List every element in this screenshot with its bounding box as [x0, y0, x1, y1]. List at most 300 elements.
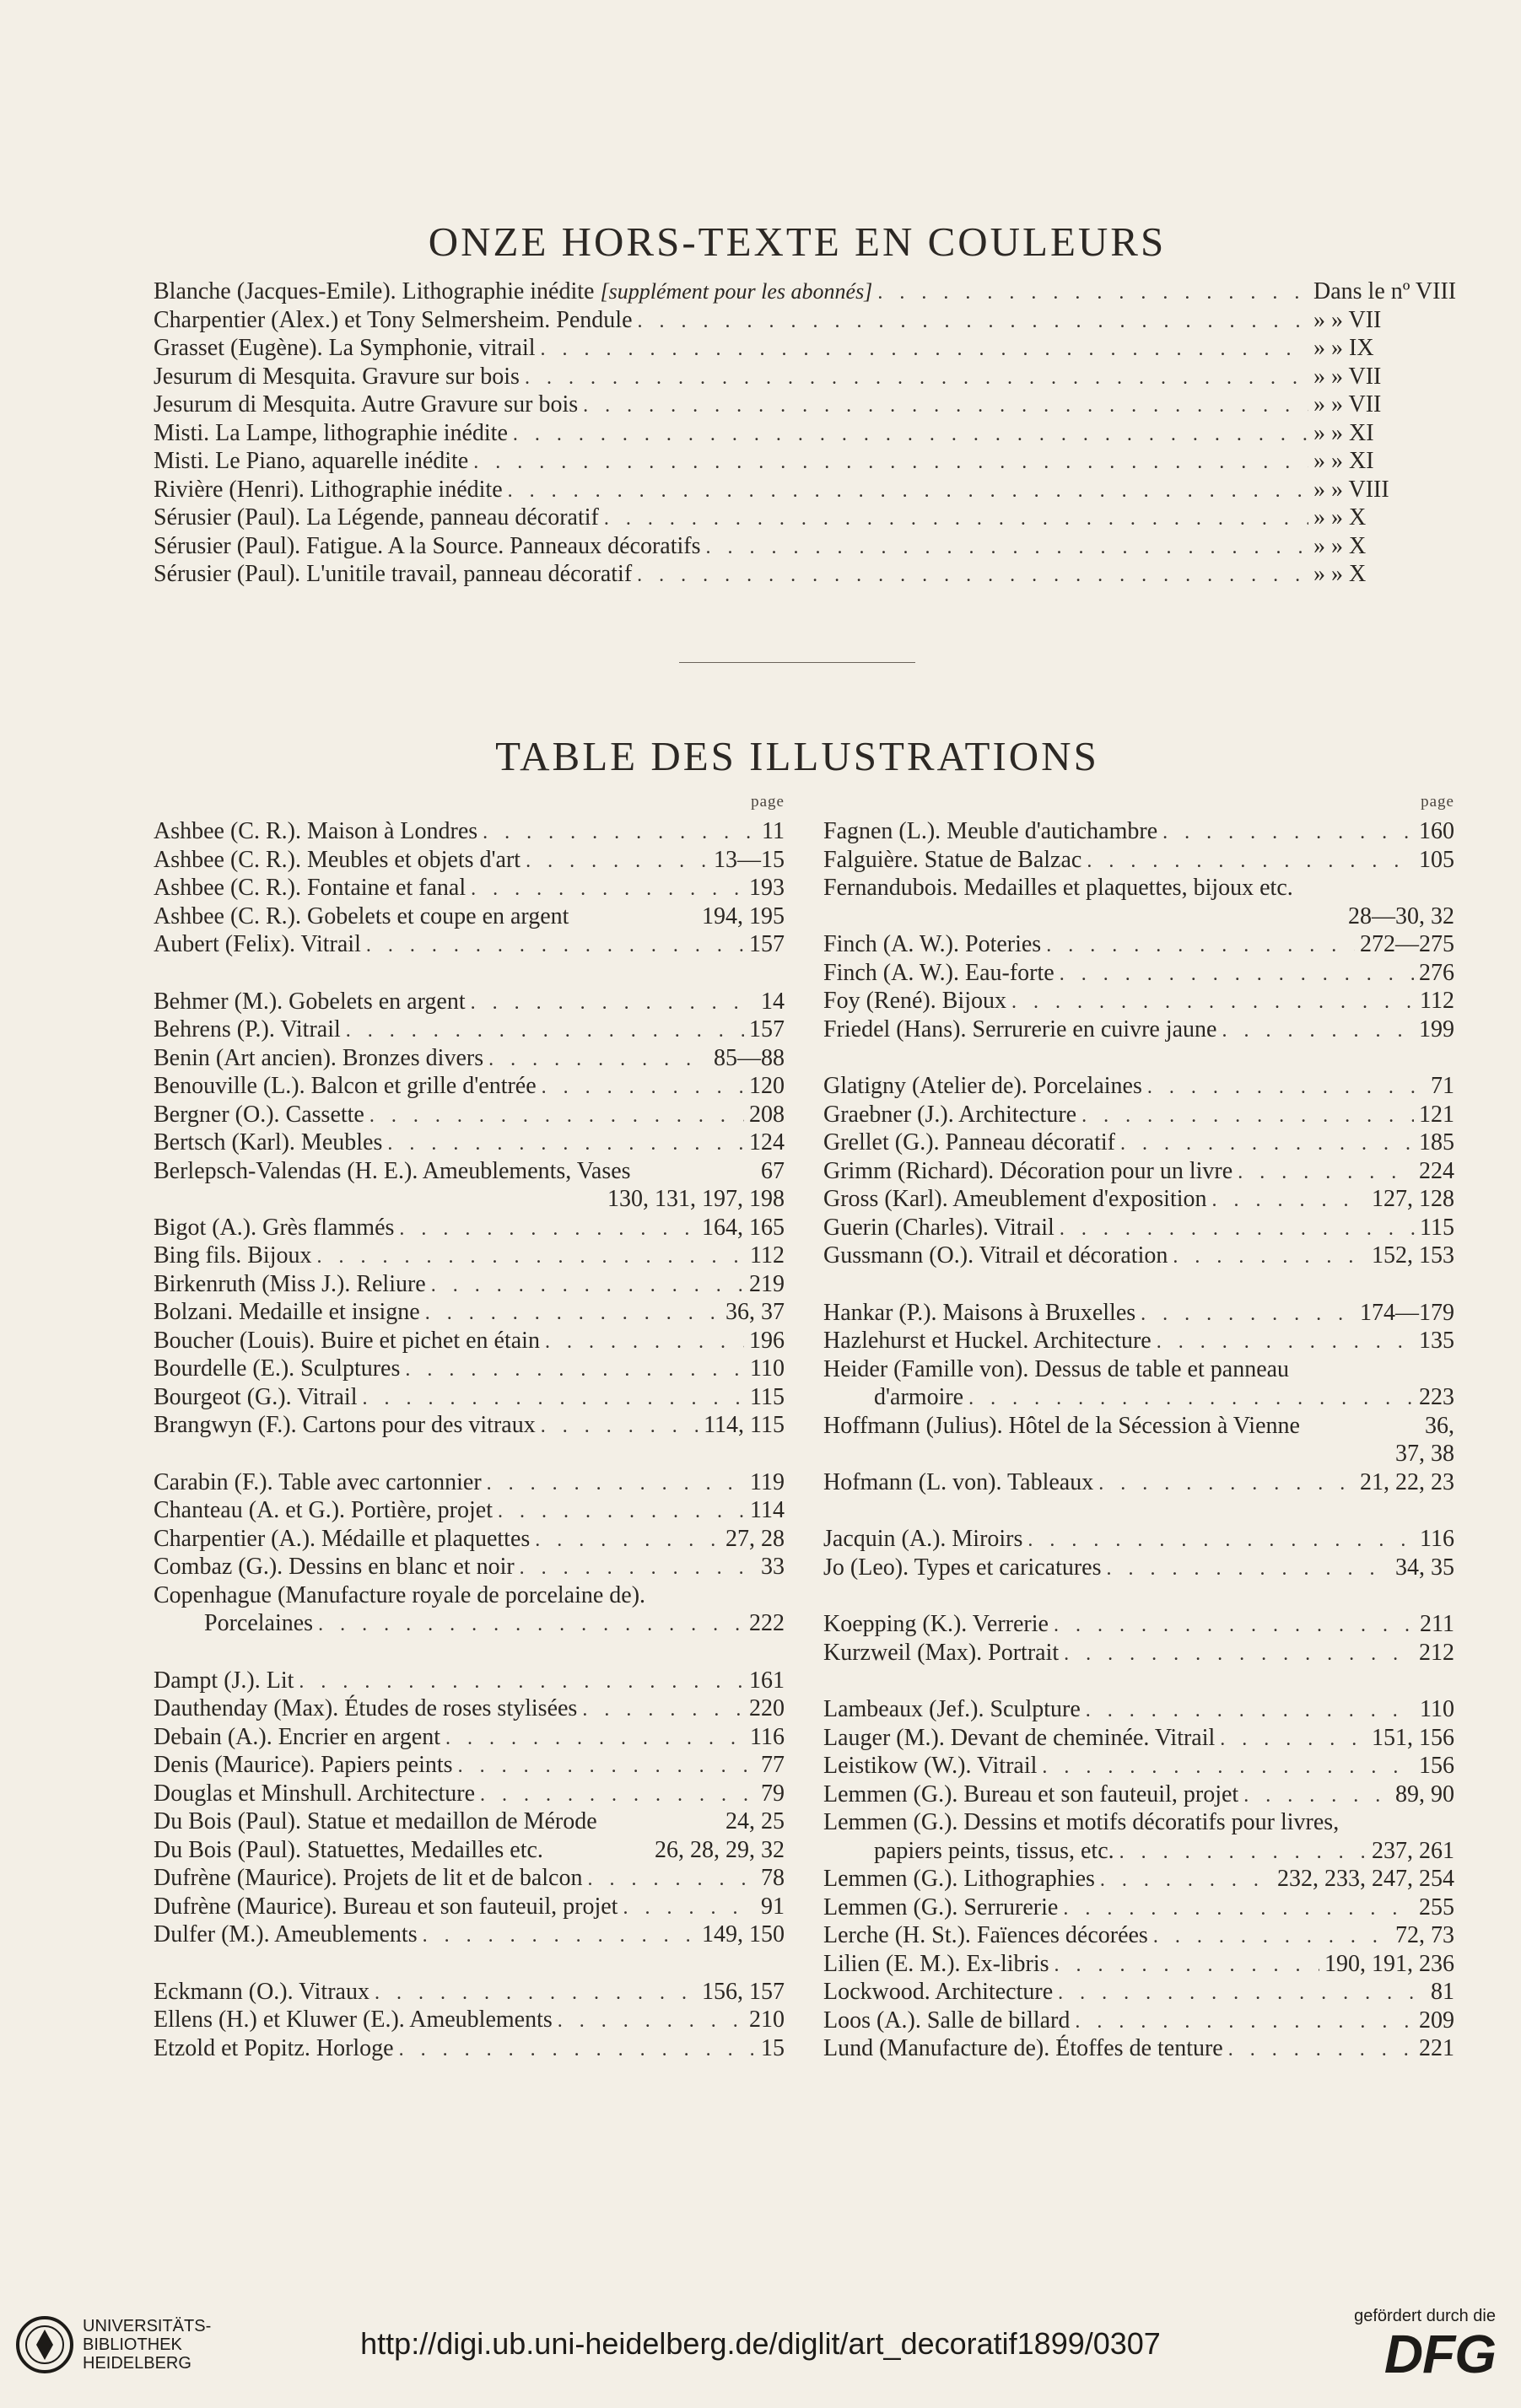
- leader-dots: [582, 1699, 744, 1721]
- plate-description: Blanche (Jacques-Emile). Lithographie inédite [supplément pour les abonnés]: [154, 278, 873, 304]
- entry-page-number: 116: [750, 1723, 785, 1750]
- index-entry: [154, 1894, 785, 1922]
- index-entry: [154, 1865, 785, 1894]
- leader-dots: [1058, 1982, 1426, 2005]
- leader-dots: [1011, 991, 1415, 1014]
- leader-dots: [483, 822, 757, 844]
- index-entry: [823, 1016, 1454, 1045]
- index-entry-line: Lemmen (G.). Dessins et motifs décoratifs pour livres,: [823, 1809, 1340, 1835]
- entry-page-number: 156: [1419, 1753, 1454, 1779]
- index-entry: [823, 1725, 1454, 1753]
- entry-page-number: 208: [749, 1101, 785, 1128]
- entry-name: Douglas et Minshull. Architecture: [154, 1780, 476, 1807]
- entry-page-number: 33: [761, 1554, 785, 1580]
- entry-name: Benin (Art ancien). Bronzes divers: [154, 1044, 484, 1071]
- library-name-line: BIBLIOTHEK: [83, 2335, 182, 2354]
- entry-name: Lambeaux (Jef.). Sculpture: [823, 1696, 1081, 1722]
- leader-dots: [1054, 1614, 1415, 1637]
- plate-entry: [154, 420, 1457, 449]
- index-entry: [154, 1526, 785, 1554]
- index-entry: [823, 931, 1454, 960]
- entry-name: Guerin (Charles). Vitrail: [823, 1214, 1054, 1241]
- entry-page-number: 151, 156: [1372, 1724, 1454, 1751]
- entry-page-number: 237, 261: [1372, 1837, 1454, 1864]
- leader-dots: [1060, 1218, 1415, 1241]
- entry-page-number: 164, 165: [702, 1214, 785, 1241]
- leader-dots: [399, 1218, 697, 1241]
- index-entry: [154, 1158, 785, 1187]
- entry-name: Lerche (H. St.). Faïences décorées: [823, 1922, 1148, 1948]
- index-entry: [154, 1554, 785, 1582]
- leader-dots: [1153, 1926, 1390, 1948]
- entry-page-number: 67: [761, 1157, 785, 1184]
- index-entry: [823, 1640, 1454, 1668]
- entry-name: Charpentier (A.). Médaille et plaquettes: [154, 1525, 531, 1552]
- index-entry: [154, 1497, 785, 1526]
- leader-dots: [445, 1727, 745, 1750]
- leader-dots: [637, 564, 1308, 587]
- index-entry: [154, 1384, 785, 1413]
- leader-dots: [558, 2010, 744, 2033]
- entry-name: Aubert (Felix). Vitrail: [154, 931, 361, 957]
- index-entry: [154, 2007, 785, 2035]
- entry-page-number: 209: [1419, 2007, 1454, 2034]
- entry-name: Dufrène (Maurice). Projets de lit et de balcon: [154, 1865, 583, 1891]
- entry-page-number: 120: [749, 1073, 785, 1099]
- leader-dots: [369, 1105, 744, 1128]
- index-entry: [823, 1838, 1454, 1867]
- leader-dots: [1222, 1020, 1414, 1042]
- entry-page-number: 276: [1419, 959, 1454, 986]
- source-url-link[interactable]: http://digi.ub.uni-heidelberg.de/diglit/art_decoratif1899/0307: [360, 2326, 1161, 2361]
- leader-dots: [1046, 935, 1355, 957]
- leader-dots: [706, 536, 1309, 559]
- index-entry: [154, 1073, 785, 1102]
- index-entry: [823, 1611, 1454, 1640]
- leader-dots: [638, 310, 1309, 333]
- entry-name: Bertsch (Karl). Meubles: [154, 1129, 383, 1156]
- plate-description: Misti. Le Piano, aquarelle inédite: [154, 448, 469, 474]
- leader-dots: [1212, 1189, 1367, 1212]
- leader-dots: [1173, 1246, 1367, 1269]
- index-entry: [154, 1328, 785, 1356]
- index-entry: [154, 1979, 785, 2007]
- index-entry: [823, 1102, 1454, 1130]
- leader-dots: [487, 1473, 745, 1495]
- entry-page-number: 85—88: [714, 1044, 785, 1071]
- index-entry: [823, 1186, 1454, 1215]
- leader-dots: [375, 1982, 697, 2005]
- index-entry: [823, 1413, 1454, 1441]
- index-entry: [154, 1102, 785, 1130]
- leader-dots: [366, 935, 744, 957]
- entry-page-number: 110: [750, 1355, 785, 1382]
- entry-page-number: 224: [1419, 1157, 1454, 1184]
- leader-dots: [423, 1925, 697, 1947]
- plate-issue-ref: Dans le nº VIII: [1313, 278, 1457, 304]
- index-entry: [823, 1300, 1454, 1328]
- entry-page-number: 72, 73: [1395, 1922, 1454, 1948]
- index-entry: [154, 1016, 785, 1045]
- plate-issue-ref: » » VII: [1313, 363, 1382, 390]
- entry-name: Graebner (J.). Architecture: [823, 1101, 1077, 1128]
- plate-entry: [154, 307, 1457, 336]
- entry-name: Etzold et Popitz. Horloge: [154, 2034, 394, 2061]
- entry-page-number: 21, 22, 23: [1360, 1468, 1454, 1495]
- leader-dots: [1238, 1161, 1414, 1184]
- entry-page-number: 193: [749, 875, 785, 901]
- index-entry: [823, 1129, 1454, 1158]
- entry-page-number: 89, 90: [1395, 1780, 1454, 1807]
- entry-page-number: 114, 115: [704, 1412, 785, 1438]
- index-entry: [154, 903, 785, 932]
- index-entry: [154, 1412, 785, 1441]
- leader-dots: [318, 1613, 744, 1636]
- index-entry: [154, 1752, 785, 1780]
- plate-description: Charpentier (Alex.) et Tony Selmersheim. Pendule: [154, 306, 633, 333]
- index-entry: [823, 1328, 1454, 1356]
- leader-dots: [508, 480, 1308, 503]
- entry-page-number: 156, 157: [702, 1978, 785, 2005]
- leader-dots: [1081, 1105, 1414, 1128]
- entry-name: Grimm (Richard). Décoration pour un livre: [823, 1157, 1233, 1184]
- entry-page-number: 110: [1420, 1696, 1454, 1722]
- entry-page-number: 36, 37: [725, 1299, 785, 1325]
- leader-dots: [1120, 1133, 1414, 1156]
- letter-group-gap: [154, 1441, 785, 1469]
- leader-dots: [877, 282, 1308, 304]
- funding-label: gefördert durch die: [1354, 2307, 1496, 2325]
- plate-description: Sérusier (Paul). Fatigue. A la Source. Panneaux décoratifs: [154, 532, 701, 559]
- entry-page-number: 196: [749, 1327, 785, 1354]
- entry-name: Finch (A. W.). Poteries: [823, 931, 1042, 957]
- leader-dots: [425, 1302, 720, 1325]
- index-entry: [823, 1951, 1454, 1980]
- leader-dots: [1086, 1700, 1415, 1722]
- entry-name: Dulfer (M.). Ameublements: [154, 1921, 418, 1947]
- plate-issue-ref: » » XI: [1313, 419, 1374, 446]
- index-entry: [154, 1355, 785, 1384]
- leader-dots: [1243, 1785, 1390, 1807]
- index-entry: [154, 1045, 785, 1074]
- leader-dots: [405, 1359, 745, 1382]
- entry-name: papiers peints, tissus, etc.: [874, 1837, 1114, 1864]
- plate-note: [supplément pour les abonnés]: [600, 279, 873, 304]
- entry-name: Ashbee (C. R.). Maison à Londres: [154, 818, 478, 844]
- entry-page-number: 255: [1419, 1894, 1454, 1920]
- index-entry: [154, 1667, 785, 1696]
- illustrations-column-left: [154, 793, 785, 2063]
- entry-page-number: 232, 233, 247, 254: [1277, 1866, 1454, 1892]
- index-entry: [154, 818, 785, 847]
- plate-issue-ref: » » VII: [1313, 306, 1382, 333]
- leader-dots: [1220, 1728, 1367, 1751]
- index-entry: [823, 1894, 1454, 1923]
- entry-name: Foy (René). Bijoux: [823, 988, 1006, 1014]
- leader-dots: [431, 1274, 744, 1297]
- entry-name: Friedel (Hans). Serrurerie en cuivre jaune: [823, 1015, 1217, 1042]
- letter-group-gap: [154, 960, 785, 989]
- leader-dots: [1063, 1898, 1414, 1920]
- plates-section-title: ONZE HORS-TEXTE EN COULEURS: [428, 218, 1167, 265]
- entry-page-number: 221: [1419, 2035, 1454, 2061]
- entry-name: Kurzweil (Max). Portrait: [823, 1639, 1060, 1666]
- entry-name: Behrens (P.). Vitrail: [154, 1016, 341, 1042]
- leader-dots: [1162, 822, 1414, 844]
- entry-page-number: 79: [761, 1780, 785, 1807]
- plate-issue-ref: » » XI: [1313, 448, 1374, 474]
- section-divider: [679, 662, 915, 663]
- index-entry: [823, 1384, 1454, 1413]
- entry-name: Grellet (G.). Panneau décoratif: [823, 1129, 1115, 1156]
- leader-dots: [525, 367, 1308, 390]
- entry-page-number: 223: [1419, 1384, 1454, 1410]
- index-entry: [823, 1554, 1454, 1583]
- entry-name: Birkenruth (Miss J.). Reliure: [154, 1270, 426, 1297]
- index-entry: [823, 1753, 1454, 1781]
- leader-dots: [471, 992, 756, 1015]
- entry-name: Hoffmann (Julius). Hôtel de la Sécession à Vienne: [823, 1412, 1300, 1439]
- plate-issue-ref: » » X: [1313, 504, 1367, 531]
- leader-dots: [541, 1415, 698, 1438]
- leader-dots: [1027, 1529, 1415, 1552]
- index-entry: [154, 1242, 785, 1271]
- plate-description: Jesurum di Mesquita. Gravure sur bois: [154, 363, 520, 390]
- leader-dots: [1107, 1558, 1391, 1581]
- entry-page-number: 112: [750, 1242, 785, 1269]
- entry-page-number: 112: [1420, 988, 1454, 1014]
- index-entry: [154, 1921, 785, 1950]
- leader-dots: [1075, 2011, 1414, 2034]
- plate-description: Grasset (Eugène). La Symphonie, vitrail: [154, 335, 536, 361]
- plate-entry: [154, 278, 1457, 307]
- entry-page-number: 27, 28: [725, 1525, 785, 1552]
- entry-name: Lund (Manufacture de). Étoffes de tenture: [823, 2035, 1223, 2061]
- leader-dots: [583, 395, 1308, 417]
- entry-page-number: 77: [761, 1752, 785, 1778]
- index-entry: [823, 1469, 1454, 1498]
- plate-entry: [154, 391, 1457, 420]
- entry-page-number: 11: [762, 818, 785, 844]
- index-entry-line: Copenhague (Manufacture royale de porcelaine de).: [154, 1581, 646, 1608]
- index-entry: [823, 1922, 1454, 1951]
- entry-page-number: 124: [749, 1129, 785, 1156]
- entry-name: Porcelaines: [204, 1610, 314, 1636]
- entry-name: Eckmann (O.). Vitraux: [154, 1978, 369, 2005]
- entry-page-number: 121: [1419, 1101, 1454, 1128]
- leader-dots: [1054, 1954, 1319, 1977]
- entry-name: d'armoire: [874, 1384, 964, 1410]
- leader-dots: [1064, 1643, 1414, 1666]
- plate-description: Sérusier (Paul). L'unitile travail, panneau décoratif: [154, 561, 633, 587]
- index-entry: [154, 989, 785, 1017]
- entry-page-number: 15: [761, 2034, 785, 2061]
- entry-name: Lemmen (G.). Bureau et son fauteuil, projet: [823, 1780, 1239, 1807]
- entry-name: Ashbee (C. R.). Fontaine et fanal: [154, 875, 467, 901]
- entry-page-number: 115: [750, 1383, 785, 1410]
- leader-dots: [1100, 1869, 1272, 1892]
- index-entry: [823, 1781, 1454, 1810]
- leader-dots: [316, 1246, 745, 1269]
- entry-page-number: 185: [1419, 1129, 1454, 1156]
- entry-name: Behmer (M.). Gobelets en argent: [154, 988, 466, 1015]
- index-entry: [154, 1780, 785, 1809]
- index-entry: [154, 1129, 785, 1158]
- entry-name: Lockwood. Architecture: [823, 1979, 1054, 2005]
- plate-issue-ref: » » X: [1313, 532, 1367, 559]
- index-entry-line: 37, 38: [1395, 1441, 1454, 1467]
- plate-description: Jesurum di Mesquita. Autre Gravure sur bois: [154, 391, 579, 417]
- plate-entry: [154, 504, 1457, 533]
- entry-name: Chanteau (A. et G.). Portière, projet: [154, 1497, 493, 1523]
- entry-name: Bourgeot (G.). Vitrail: [154, 1383, 358, 1410]
- entry-page-number: 210: [749, 2007, 785, 2033]
- dfg-funding-logo: [1354, 2307, 1496, 2382]
- entry-name: Loos (A.). Salle de billard: [823, 2007, 1071, 2034]
- entry-name: Berlepsch-Valendas (H. E.). Ameublements, Vases: [154, 1157, 631, 1184]
- entry-name: Du Bois (Paul). Statuettes, Medailles etc.: [154, 1836, 543, 1863]
- entry-name: Lemmen (G.). Serrurerie: [823, 1894, 1059, 1920]
- entry-page-number: 149, 150: [702, 1921, 785, 1947]
- entry-page-number: 114: [750, 1497, 785, 1523]
- leader-dots: [542, 1076, 744, 1099]
- leader-dots: [458, 1755, 756, 1778]
- leader-dots: [346, 1020, 744, 1042]
- entry-name: Combaz (G.). Dessins en blanc et noir: [154, 1554, 515, 1580]
- plate-entry: [154, 448, 1457, 477]
- entry-name: Falguière. Statue de Balzac: [823, 846, 1082, 873]
- index-entry: [823, 1979, 1454, 2007]
- letter-group-gap: [823, 1044, 1454, 1073]
- entry-page-number: 161: [749, 1667, 785, 1694]
- entry-page-number: 34, 35: [1395, 1554, 1454, 1581]
- entry-name: Debain (A.). Encrier en argent: [154, 1723, 440, 1750]
- plate-issue-ref: » » VII: [1313, 391, 1382, 417]
- entry-name: Ellens (H.) et Kluwer (E.). Ameublements: [154, 2007, 553, 2033]
- leader-dots: [1042, 1756, 1414, 1779]
- entry-name: Ashbee (C. R.). Meubles et objets d'art: [154, 846, 521, 873]
- plate-description: Misti. La Lampe, lithographie inédite: [154, 419, 508, 446]
- plate-issue-ref: » » X: [1313, 561, 1367, 587]
- entry-name: Glatigny (Atelier de). Porcelaines: [823, 1073, 1142, 1099]
- letter-group-gap: [823, 1582, 1454, 1611]
- index-entry: [823, 988, 1454, 1016]
- leader-dots: [1141, 1303, 1355, 1326]
- index-entry: [154, 1469, 785, 1498]
- entry-name: Ashbee (C. R.). Gobelets et coupe en argent: [154, 902, 569, 929]
- entry-page-number: 36,: [1425, 1412, 1454, 1439]
- illustrations-column-right: [823, 793, 1454, 2064]
- entry-name: Bigot (A.). Grès flammés: [154, 1214, 395, 1241]
- entry-page-number: 26, 28, 29, 32: [655, 1836, 785, 1863]
- index-entry: [823, 1866, 1454, 1894]
- entry-name: Jacquin (A.). Miroirs: [823, 1526, 1023, 1552]
- entry-name: Brangwyn (F.). Cartons pour des vitraux: [154, 1412, 536, 1438]
- dfg-logo-text: DFG: [1383, 2324, 1496, 2384]
- index-entry: [154, 1610, 785, 1639]
- letter-group-gap: [823, 1667, 1454, 1696]
- entry-page-number: 194, 195: [702, 902, 785, 929]
- page-column-label: page: [751, 793, 785, 811]
- entry-page-number: 119: [750, 1468, 785, 1495]
- plate-entry: [154, 364, 1457, 392]
- plate-description: Rivière (Henri). Lithographie inédite: [154, 476, 503, 503]
- entry-page-number: 13—15: [714, 846, 785, 873]
- letter-group-gap: [823, 1271, 1454, 1300]
- index-entry: [154, 931, 785, 960]
- leader-dots: [520, 1557, 756, 1580]
- entry-page-number: 222: [749, 1610, 785, 1636]
- letter-group-gap: [154, 1639, 785, 1667]
- index-entry: [154, 2035, 785, 2064]
- entry-page-number: 272—275: [1360, 931, 1454, 957]
- library-name-line: HEIDELBERG: [83, 2354, 191, 2373]
- leader-dots: [387, 1133, 744, 1156]
- leader-dots: [399, 2039, 756, 2061]
- entry-name: Carabin (F.). Table avec cartonnier: [154, 1468, 482, 1495]
- entry-page-number: 190, 191, 236: [1324, 1950, 1454, 1977]
- index-entry: [154, 847, 785, 875]
- entry-name: Du Bois (Paul). Statue et medaillon de Mérode: [154, 1808, 597, 1834]
- entry-name: Dauthenday (Max). Études de roses stylisées: [154, 1695, 578, 1721]
- index-entry: [823, 1073, 1454, 1102]
- entry-page-number: 115: [1420, 1214, 1454, 1241]
- leader-dots: [1087, 850, 1414, 873]
- plate-entry: [154, 335, 1457, 364]
- entry-page-number: 116: [1420, 1526, 1454, 1552]
- entry-page-number: 157: [749, 931, 785, 957]
- entry-name: Leistikow (W.). Vitrail: [823, 1753, 1038, 1779]
- letter-group-gap: [823, 1497, 1454, 1526]
- entry-name: Lauger (M.). Devant de cheminée. Vitrail: [823, 1724, 1216, 1751]
- entry-name: Dampt (J.). Lit: [154, 1667, 294, 1694]
- entry-name: Denis (Maurice). Papiers peints: [154, 1752, 453, 1778]
- entry-name: Bing fils. Bijoux: [154, 1242, 312, 1269]
- leader-dots: [604, 508, 1308, 531]
- plate-entry: [154, 477, 1457, 505]
- index-entry: [823, 1215, 1454, 1243]
- plate-description: Sérusier (Paul). La Légende, panneau décoratif: [154, 504, 599, 531]
- entry-name: Hankar (P.). Maisons à Bruxelles: [823, 1299, 1136, 1326]
- entry-page-number: 24, 25: [725, 1808, 785, 1834]
- index-entry: [154, 1837, 785, 1866]
- index-entry-line: Heider (Famille von). Dessus de table et panneau: [823, 1355, 1290, 1382]
- entry-page-number: 14: [761, 988, 785, 1015]
- entry-page-number: 174—179: [1360, 1299, 1454, 1326]
- entry-name: Lemmen (G.). Lithographies: [823, 1866, 1095, 1892]
- leader-dots: [471, 878, 744, 901]
- plates-list: [154, 278, 1457, 590]
- entry-page-number: 211: [1420, 1611, 1454, 1637]
- index-entry: [823, 2035, 1454, 2064]
- leader-dots: [1060, 963, 1414, 986]
- entry-page-number: 212: [1419, 1639, 1454, 1666]
- plate-issue-ref: » » VIII: [1313, 476, 1389, 503]
- leader-dots: [1119, 1841, 1367, 1864]
- index-entry-line: 28—30, 32: [1348, 902, 1454, 929]
- index-entry: [823, 818, 1454, 847]
- plate-issue-ref: » » IX: [1313, 335, 1374, 361]
- index-entry: [823, 1158, 1454, 1187]
- entry-name: Bergner (O.). Cassette: [154, 1101, 364, 1128]
- leader-dots: [535, 1529, 720, 1552]
- entry-page-number: 127, 128: [1372, 1186, 1454, 1212]
- page-column-label: page: [1421, 793, 1454, 811]
- entry-page-number: 157: [749, 1016, 785, 1042]
- index-entry: [154, 1299, 785, 1328]
- entry-page-number: 105: [1419, 846, 1454, 873]
- entry-page-number: 219: [749, 1270, 785, 1297]
